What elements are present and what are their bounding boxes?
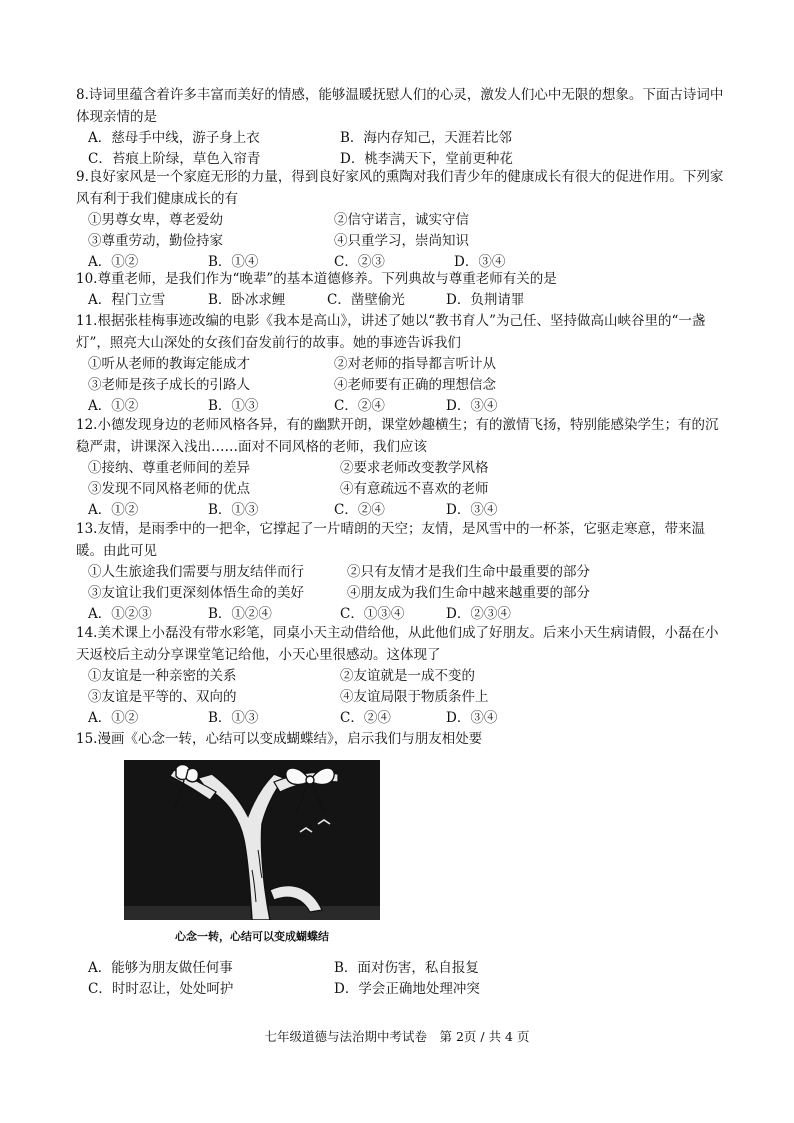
option-row: [76, 979, 726, 1000]
statement-3: ③友谊让我们更深刻体悟生命的美好: [88, 585, 304, 601]
cartoon-figure: [124, 760, 380, 946]
option-d[interactable]: D．③④: [446, 398, 498, 414]
cartoon-tree-knot-bow-icon: [124, 760, 380, 920]
option-d[interactable]: D．③④: [446, 502, 498, 518]
option-c[interactable]: C．②④: [334, 398, 385, 414]
statement-2: ②要求老师改变教学风格: [340, 460, 489, 476]
statement-row: [76, 583, 726, 604]
option-c[interactable]: C．时时忍让，处处呵护: [88, 981, 234, 997]
option-b[interactable]: B．①③: [208, 502, 259, 518]
question-10: [76, 268, 726, 311]
option-d[interactable]: D．③④: [454, 254, 506, 270]
statement-1: ①人生旅途我们需要与朋友结伴而行: [88, 564, 304, 580]
statement-row: [76, 458, 726, 479]
option-row: [76, 958, 726, 979]
statement-4: ④朋友成为我们生命中越来越重要的部分: [347, 585, 590, 601]
option-a[interactable]: A．①②③: [88, 606, 152, 622]
option-a[interactable]: A．①②: [88, 502, 139, 518]
statement-row: [76, 375, 726, 396]
question-stem: 11.根据张桂梅事迹改编的电影《我本是高山》，讲述了她以“教书育人”为己任、坚持做高山峡谷里的“一盏灯”，照亮大山深处的女孩们奋发前行的故事。她的事迹告诉我们: [76, 313, 706, 351]
question-stem: 15.漫画《心念一转，心结可以变成蝴蝶结》，启示我们与朋友相处要: [76, 731, 483, 747]
question-11: [76, 310, 726, 417]
option-d[interactable]: D．②③④: [446, 606, 511, 622]
option-c[interactable]: C．①③④: [340, 606, 405, 622]
option-c[interactable]: C．②④: [340, 710, 391, 726]
option-c[interactable]: C．苔痕上阶绿，草色入帘青: [88, 151, 261, 167]
question-13: [76, 518, 726, 625]
statement-row: [76, 210, 726, 231]
statement-2: ②只有友情才是我们生命中最重要的部分: [347, 564, 590, 580]
statement-3: ③友谊是平等的、双向的: [88, 689, 237, 705]
option-b[interactable]: B．卧冰求鲤: [208, 292, 286, 308]
statement-3: ③发现不同风格老师的优点: [88, 481, 250, 497]
statement-row: [76, 562, 726, 583]
statement-row: [76, 687, 726, 708]
option-c[interactable]: C．凿壁偷光: [327, 292, 405, 308]
statement-4: ④有意疏远不喜欢的老师: [340, 481, 489, 497]
question-15: [76, 728, 726, 750]
statement-1: ①友谊是一种亲密的关系: [88, 668, 237, 684]
option-d[interactable]: D．负荆请罪: [446, 292, 525, 308]
statement-4: ④只重学习，崇尚知识: [334, 233, 469, 249]
question-15-options: [76, 958, 726, 1000]
statement-4: ④老师要有正确的理想信念: [334, 377, 496, 393]
question-stem: 10.尊重老师，是我们作为“晚辈”的基本道德修养。下列典故与尊重老师有关的是: [76, 271, 557, 287]
option-d[interactable]: D．③④: [446, 710, 498, 726]
statement-1: ①接纳、尊重老师间的差异: [88, 460, 250, 476]
statement-row: [76, 479, 726, 500]
statement-1: ①男尊女卑，尊老爱幼: [88, 212, 223, 228]
option-row: [76, 290, 726, 311]
option-a[interactable]: A．慈母手中线，游子身上衣: [88, 130, 260, 146]
statement-2: ②信守诺言，诚实守信: [334, 212, 469, 228]
statement-3: ③老师是孩子成长的引路人: [88, 377, 250, 393]
option-d[interactable]: D．学会正确地处理冲突: [334, 981, 480, 997]
page-footer: 七年级道德与法治期中考试卷 第 2页 / 共 4 页: [264, 1029, 530, 1044]
statement-row: [76, 231, 726, 252]
question-stem: 12.小德发现身边的老师风格各异，有的幽默开朗，课堂妙趣横生；有的激情飞扬，特别能感染学生；有的沉稳严肃，讲课深入浅出……面对不同风格的老师，我们应该: [76, 417, 719, 455]
question-9: [76, 166, 726, 273]
figure-caption: 心念一转，心结可以变成蝴蝶结: [175, 930, 329, 943]
option-b[interactable]: B．面对伤害，私自报复: [334, 960, 479, 976]
statement-4: ④友谊局限于物质条件上: [340, 689, 489, 705]
option-b[interactable]: B．海内存知己，天涯若比邻: [340, 130, 512, 146]
option-d[interactable]: D．桃李满天下，堂前更种花: [340, 151, 513, 167]
option-b[interactable]: B．①②④: [208, 606, 272, 622]
option-a[interactable]: A．能够为朋友做任何事: [88, 960, 233, 976]
question-stem: 9.良好家风是一个家庭无形的力量，得到良好家风的熏陶对我们青少年的健康成长有很大的促进作用。下列家风有利于我们健康成长的有: [76, 169, 724, 207]
option-c[interactable]: C．②④: [334, 502, 385, 518]
statement-2: ②友谊就是一成不变的: [340, 668, 475, 684]
question-stem: 13.友情，是雨季中的一把伞，它撑起了一片晴朗的天空；友情，是风雪中的一杯茶，它驱走寒意，带来温暖。由此可见: [76, 521, 705, 559]
question-12: [76, 414, 726, 521]
question-stem: 8.诗词里蕴含着许多丰富而美好的情感，能够温暖抚慰人们的心灵，激发人们心中无限的想象。下面古诗词中体现亲情的是: [76, 87, 724, 125]
question-8: [76, 84, 726, 170]
option-a[interactable]: A．①②: [88, 710, 139, 726]
option-a[interactable]: A．①②: [88, 398, 139, 414]
statement-row: [76, 354, 726, 375]
option-b[interactable]: B．①③: [208, 710, 259, 726]
option-a[interactable]: A．①②: [88, 254, 139, 270]
question-stem: 14.美术课上小磊没有带水彩笔，同桌小天主动借给他，从此他们成了好朋友。后来小天生病请假，小磊在小天返校后主动分享课堂笔记给他，小天心里很感动。这体现了: [76, 625, 719, 663]
statement-row: [76, 666, 726, 687]
statement-3: ③尊重劳动，勤俭持家: [88, 233, 223, 249]
option-row: [76, 708, 726, 729]
statement-2: ②对老师的指导都言听计从: [334, 356, 496, 372]
option-b[interactable]: B．①④: [208, 254, 259, 270]
statement-1: ①听从老师的教诲定能成才: [88, 356, 250, 372]
option-c[interactable]: C．②③: [334, 254, 385, 270]
option-row: [76, 128, 726, 149]
question-14: [76, 622, 726, 729]
option-b[interactable]: B．①③: [208, 398, 259, 414]
option-a[interactable]: A．程门立雪: [88, 292, 166, 308]
